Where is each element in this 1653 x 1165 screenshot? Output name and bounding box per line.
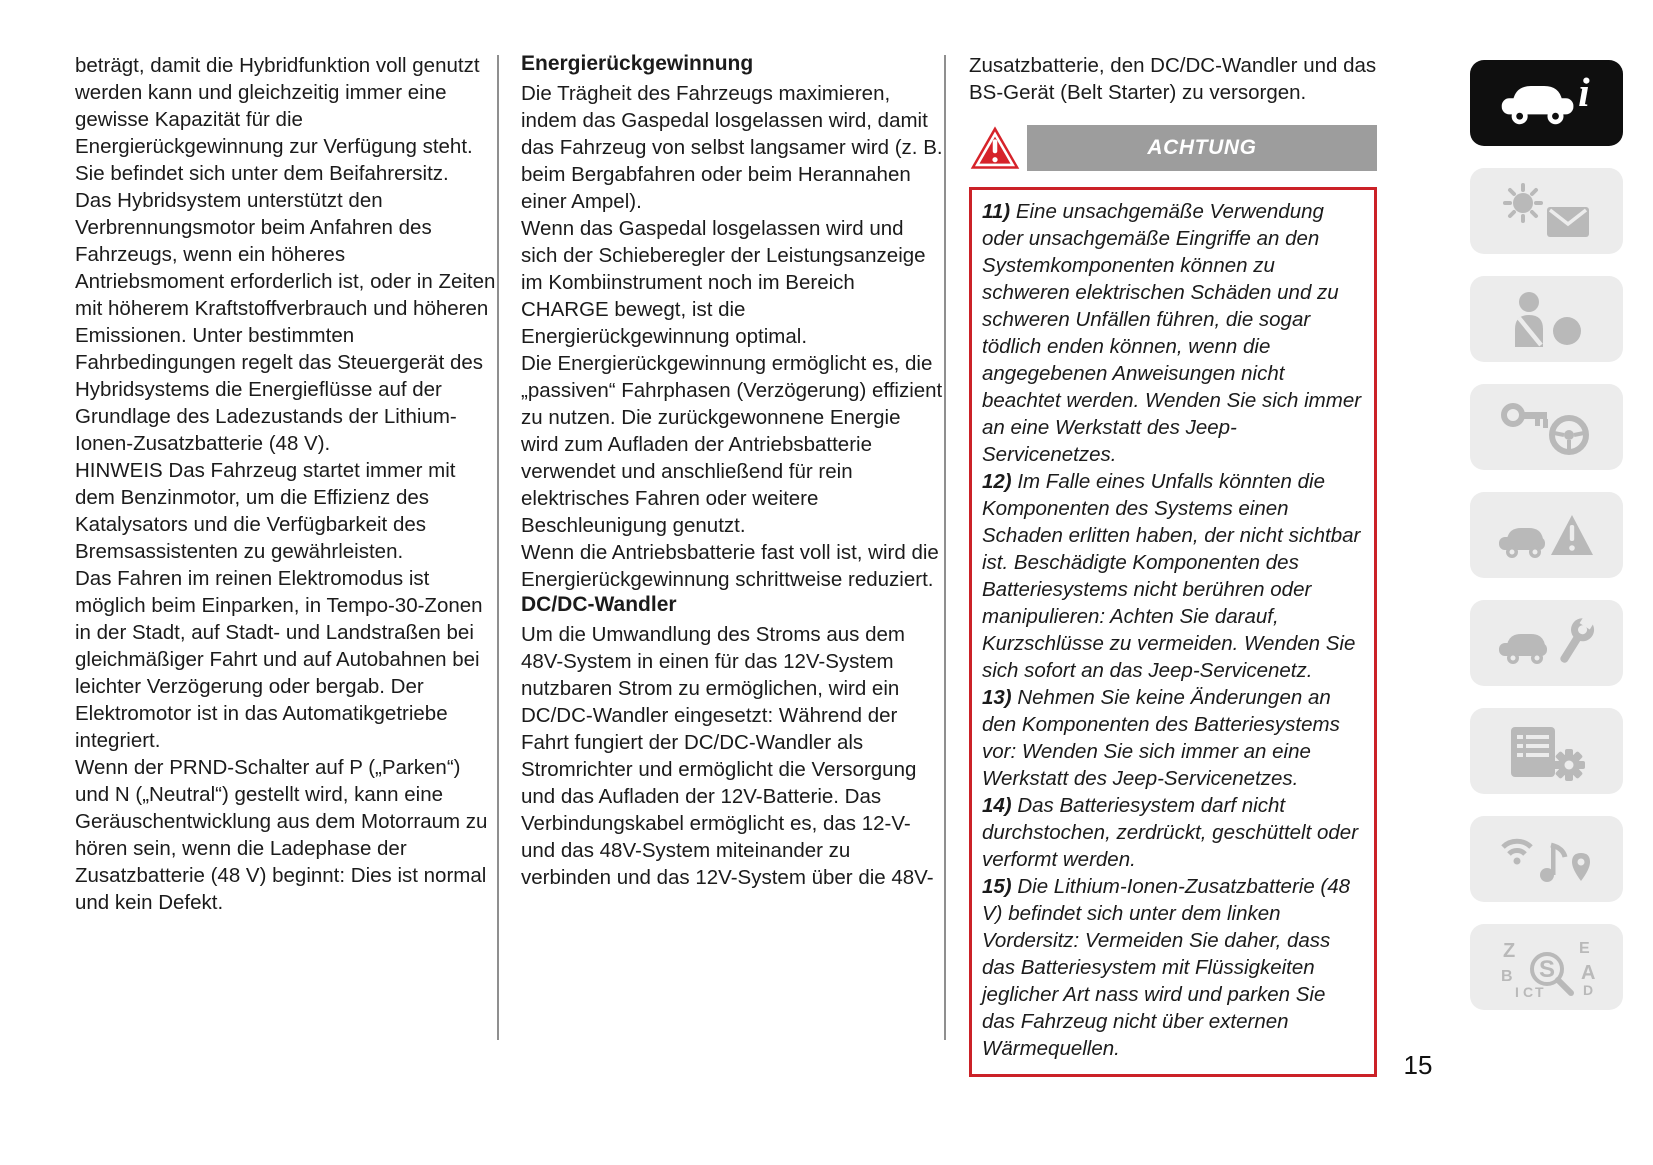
column-1 xyxy=(75,52,496,916)
svg-text:D: D xyxy=(1582,982,1593,998)
column-3 xyxy=(969,52,1377,1077)
warning-box xyxy=(969,187,1377,1077)
paragraph: Um die Umwandlung des Stroms aus dem 48V-System in einen für das 12V-System nutzbaren Strom zu ermöglichen, wird ein DC/DC-Wandler eingesetzt: Während der Fahrt fungiert der DC/DC-Wandler als Stromrichter und ermöglicht die Versorgung und das Aufladen der 12V-Batterie. Das Verbindungskabel ermöglicht es, das 12-V- und das 48V-System miteinander zu verbinden und das 12V-System über die 48V- xyxy=(521,623,934,889)
occupant-airbag-icon xyxy=(1495,287,1599,351)
warning-item-number: 11) xyxy=(982,200,1011,223)
warning-item-text: Im Falle eines Unfalls könnten die Komponenten des Systems einen Schaden erlitten haben, der nicht sichtbar ist. Beschädigte Komponenten des Batteriesystems nicht berühren oder manipulieren: Achten Sie darauf, Kurzschlüsse zu vermeiden. Wenden Sie sich sofort an das Jeep-Servicenetz. xyxy=(982,470,1361,682)
connectivity-media-icon xyxy=(1495,827,1599,891)
warning-item xyxy=(982,792,1364,873)
svg-text:Z: Z xyxy=(1502,940,1515,962)
svg-text:T: T xyxy=(1534,984,1544,999)
warning-item-text: Nehmen Sie keine Änderungen an den Komponenten des Batteriesystems vor: Wenden Sie sich immer an eine Werkstatt des Jeep-Servicenetzes. xyxy=(982,686,1340,790)
tab-servicing-care xyxy=(1470,600,1623,686)
section-heading-dcdc-converter: DC/DC-Wandler xyxy=(521,593,677,616)
warning-item-text: Eine unsachgemäße Verwendung oder unsachgemäße Eingriffe an den Systemkomponenten können zu schweren elektrischen Schäden und zu schweren Unfällen führen, die sogar tödlich enden können, wenn die angegebenen Anweisungen nicht beachtet werden. Wenden Sie sich immer an eine Werkstatt des Jeep-Servicenetzes. xyxy=(982,200,1362,466)
svg-text:B: B xyxy=(1500,968,1513,985)
svg-text:E: E xyxy=(1578,940,1590,957)
column-divider xyxy=(944,55,946,1040)
svg-text:S: S xyxy=(1538,956,1555,983)
tab-multimedia xyxy=(1470,816,1623,902)
warning-item xyxy=(982,198,1364,468)
tab-emergency xyxy=(1470,492,1623,578)
key-steering-wheel-icon xyxy=(1495,395,1599,459)
alphabetical-index-icon xyxy=(1495,935,1599,999)
svg-text:i: i xyxy=(1577,70,1590,115)
paragraph: Wenn das Gaspedal losgelassen wird und sich der Schieberegler der Leistungsanzeige im Kombiinstrument noch im Bereich CHARGE bewegt, ist die Energierückgewinnung optimal. xyxy=(521,217,926,348)
paragraph: Das Fahren im reinen Elektromodus ist möglich beim Einparken, in Tempo-30-Zonen in der Stadt, auf Stadt- und Landstraßen bei gleichmäßiger Fahrt und auf Autobahnen bei leichter Verzögerung oder bergab. Der Elektromotor ist in das Automatikgetriebe integriert. xyxy=(75,567,483,752)
warning-item-number: 13) xyxy=(982,686,1012,709)
tab-vehicle-knowledge xyxy=(1470,60,1623,146)
section-tabs xyxy=(1470,60,1623,1010)
paragraph: beträgt, damit die Hybridfunktion voll genutzt werden kann und gleichzeitig immer eine gewisse Kapazität für die Energierückgewinnung zur Verfügung steht. Sie befindet sich unter dem Beifahrersitz. xyxy=(75,54,480,185)
car-info-icon xyxy=(1488,70,1606,136)
warning-item xyxy=(982,468,1364,684)
paragraph: Das Hybridsystem unterstützt den Verbrennungsmotor beim Anfahren des Fahrzeugs, wenn ein höheres Antriebsmoment erforderlich ist, oder in Zeiten mit höherem Kraftstoffverbrauch und höheren Emissionen. Unter bestimmten Fahrbedingungen regelt das Steuergerät des Hybridsystems die Energieflüsse auf der Grundlage des Ladezustands der Lithium-Ionen-Zusatzbatterie (48 V). xyxy=(75,189,496,455)
page-number: 15 xyxy=(1403,1050,1433,1080)
column-divider xyxy=(497,55,499,1040)
section-heading-energy-recovery: Energierückgewinnung xyxy=(521,52,754,75)
warning-triangle-icon xyxy=(969,124,1027,172)
column-2 xyxy=(521,52,943,891)
warning-item xyxy=(982,873,1364,1062)
paragraph: Zusatzbatterie, den DC/DC-Wandler und das BS-Gerät (Belt Starter) zu versorgen. xyxy=(969,54,1377,104)
warning-item-number: 12) xyxy=(982,470,1012,493)
svg-text:I: I xyxy=(1514,984,1519,999)
tab-safety xyxy=(1470,276,1623,362)
car-warning-triangle-icon xyxy=(1495,503,1599,567)
warning-item-number: 15) xyxy=(982,875,1012,898)
warning-item-text: Die Lithium-Ionen-Zusatzbatterie (48 V) befindet sich unter dem linken Vordersitz: Vermeiden Sie daher, dass das Batteriesystem mit Flüssigkeiten jeglicher Art nass wird und parken Sie das Fahrzeug nicht über externen Wärmequellen. xyxy=(982,875,1351,1060)
warning-title-bar xyxy=(1027,125,1377,171)
paragraph: Wenn die Antriebsbatterie fast voll ist, wird die Energierückgewinnung schrittweise reduziert. xyxy=(521,541,939,591)
light-message-icon xyxy=(1495,179,1599,243)
tab-technical-data xyxy=(1470,708,1623,794)
paragraph: Die Trägheit des Fahrzeugs maximieren, indem das Gaspedal losgelassen wird, damit das Fahrzeug von selbst langsamer wird (z. B. beim Bergabfahren oder beim Herannahen einer Ampel). xyxy=(521,82,943,213)
warning-banner xyxy=(969,122,1377,174)
tab-starting-operating xyxy=(1470,384,1623,470)
car-wrench-icon xyxy=(1495,611,1599,675)
warning-item-number: 14) xyxy=(982,794,1012,817)
tab-index xyxy=(1470,924,1623,1010)
svg-text:C: C xyxy=(1522,984,1533,999)
warning-item-text: Das Batteriesystem darf nicht durchstochen, zerdrückt, geschüttelt oder verformt werden. xyxy=(982,794,1359,871)
warning-item xyxy=(982,684,1364,792)
paragraph: HINWEIS Das Fahrzeug startet immer mit dem Benzinmotor, um die Effizienz des Katalysators und die Verfügbarkeit des Bremsassistenten zu gewährleisten. xyxy=(75,459,456,563)
paragraph: Wenn der PRND-Schalter auf P („Parken“) und N („Neutral“) gestellt wird, kann eine Geräuschentwicklung aus dem Motorraum zu hören sein, wenn die Ladephase der Zusatzbatterie (48 V) beginnt: Dies ist normal und kein Defekt. xyxy=(75,756,488,914)
spec-list-gear-icon xyxy=(1495,719,1599,783)
paragraph: Die Energierückgewinnung ermöglicht es, die „passiven“ Fahrphasen (Verzögerung) effizient zu nutzen. Die zurückgewonnene Energie wird zum Aufladen der Antriebsbatterie verwendet und anschließend für rein elektrisches Fahren oder weitere Beschleunigung genutzt. xyxy=(521,352,943,537)
warning-title: ACHTUNG xyxy=(1147,136,1257,159)
svg-text:A: A xyxy=(1580,962,1595,984)
tab-warning-lights-messages xyxy=(1470,168,1623,254)
